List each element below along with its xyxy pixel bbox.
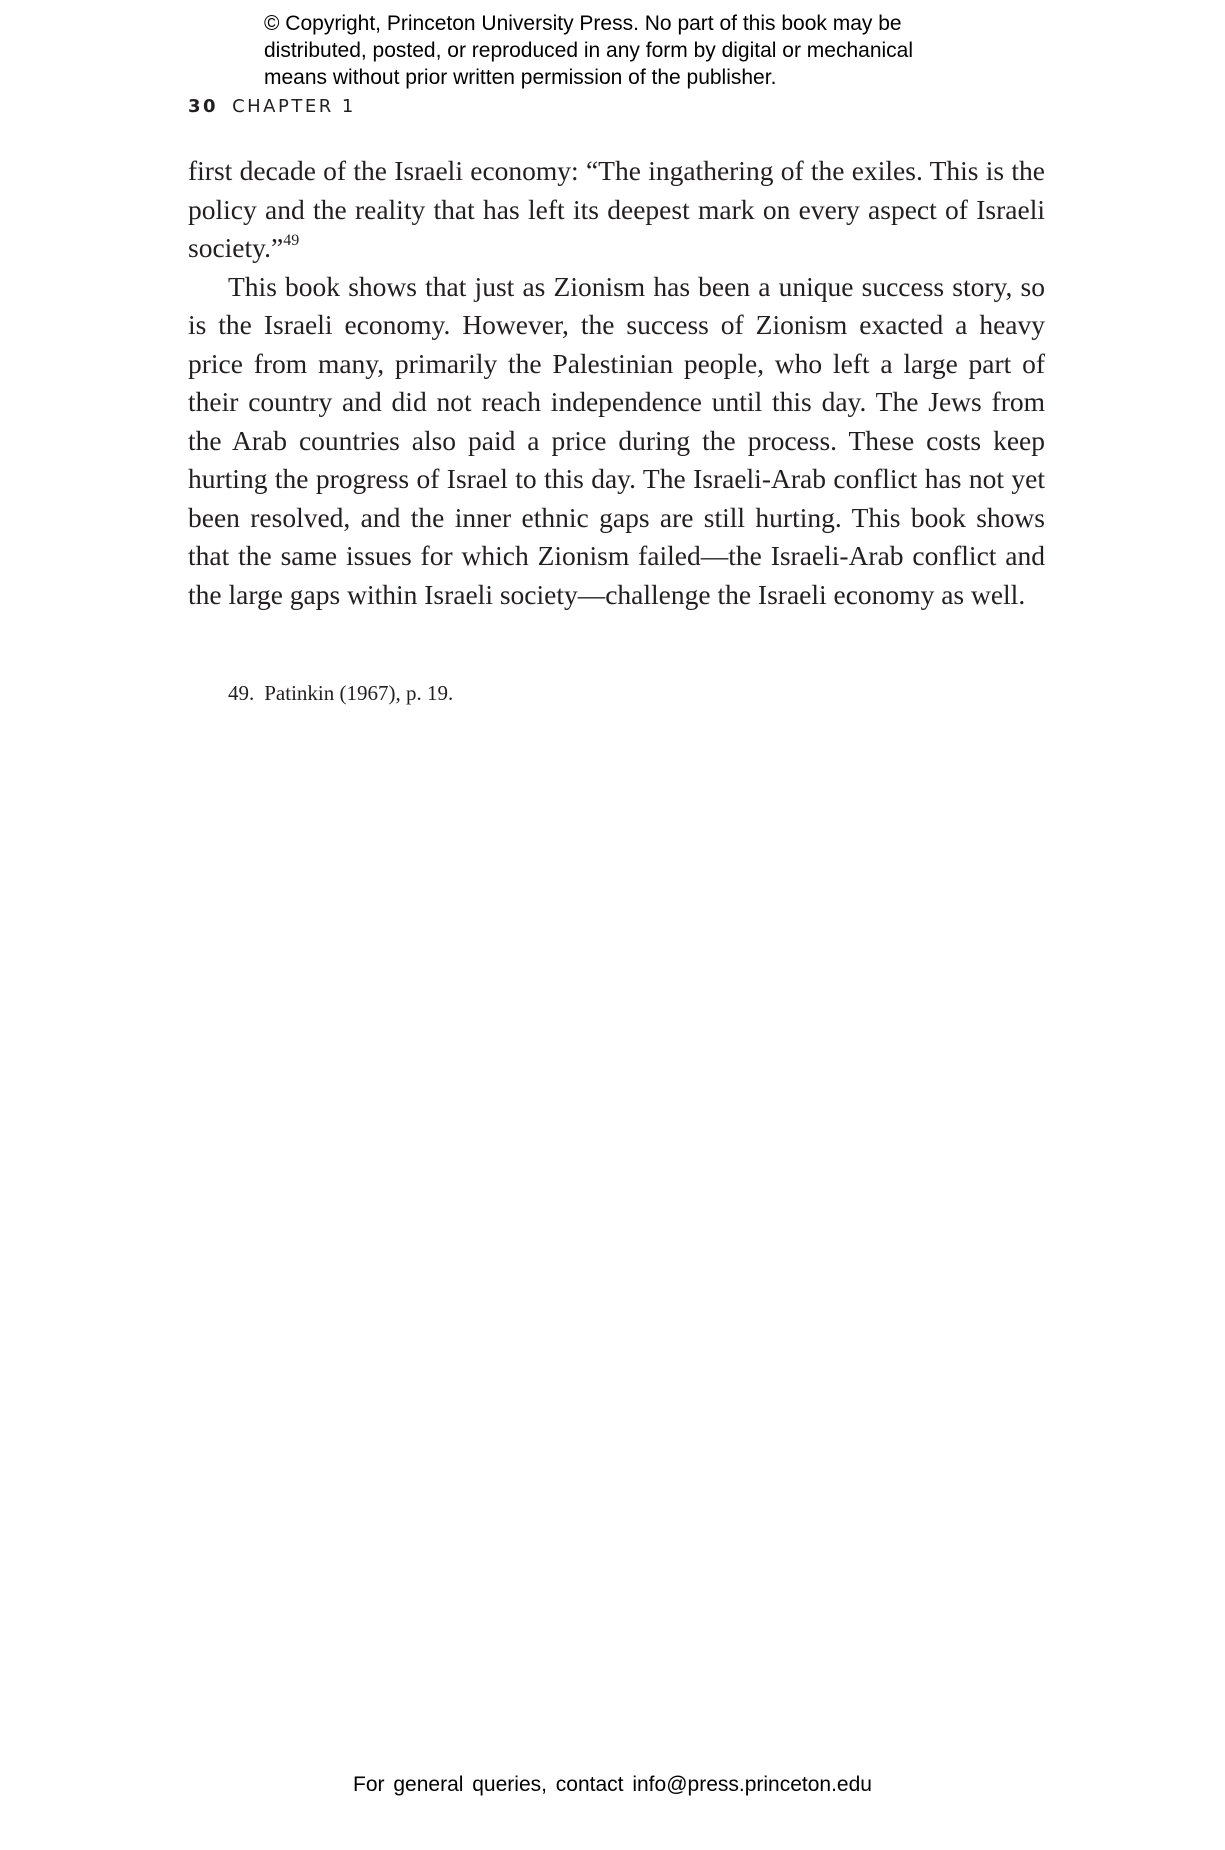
footnote-number: 49. <box>228 681 255 705</box>
footnote-reference[interactable]: 49 <box>283 231 300 249</box>
paragraph-1 <box>188 152 1045 268</box>
paragraph-1-text: first decade of the Israeli economy: “The ingathering of the exiles. This is the policy and the reality that has left its deepest mark on every aspect of Israeli society.” <box>188 155 1045 263</box>
footnote-text: Patinkin (1967), p. 19. <box>264 681 454 705</box>
running-head <box>188 96 356 118</box>
paragraph-2: This book shows that just as Zionism has been a unique success story, so is the Israeli economy. However, the success of Zionism exacted a heavy price from many, primarily the Palestinian people, who left a large part of their country and did not reach independence until this day. The Jews from the Arab countries also paid a price during the process. These costs keep hurting the progress of Israel to this day. The Israeli-Arab conflict has not yet been resolved, and the inner ethnic gaps are still hurting. This book shows that the same issues for which Zionism failed—the Israeli-Arab conflict and the large gaps within Israeli society—challenge the Israeli economy as well. <box>188 270 1045 610</box>
body-text <box>188 152 1045 614</box>
page-number: 30 <box>188 96 219 117</box>
footer-contact: For general queries, contact info@press.princeton.edu <box>353 1773 872 1796</box>
copyright-line-2: distributed, posted, or reproduced in any form by digital or mechanical <box>264 39 914 62</box>
copyright-line-1: © Copyright, Princeton University Press. No part of this book may be <box>264 12 902 35</box>
footnote <box>228 680 453 706</box>
copyright-notice <box>264 10 1024 91</box>
chapter-label: CHAPTER 1 <box>232 96 356 117</box>
copyright-line-3: means without prior written permission of the publisher. <box>264 66 777 89</box>
